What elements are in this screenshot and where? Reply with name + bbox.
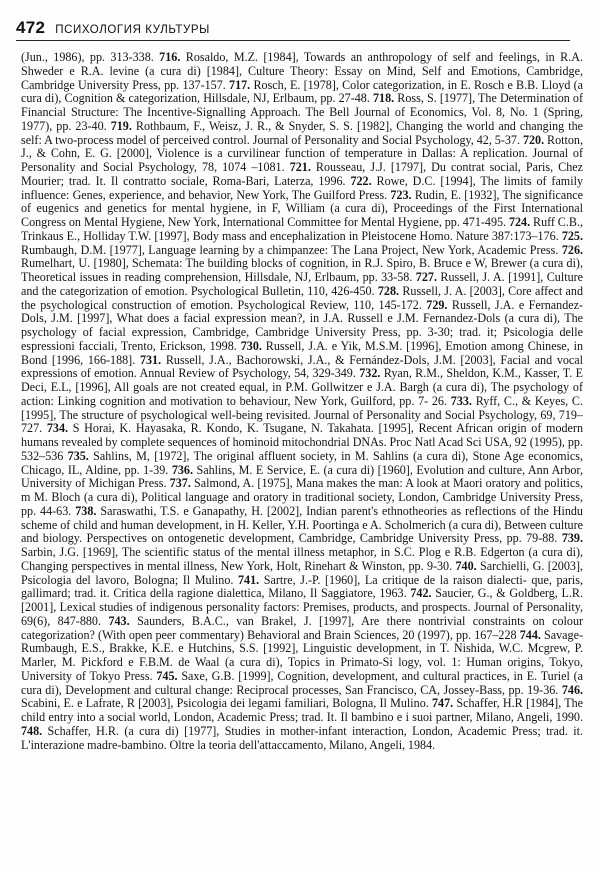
reference-text: Russell, J.A., Bachorowski, J.A., & Fernández-Dols, J.M. [2003], Facial and vocal expressions of emotion. Annual Review of Psychology, 54, 329-349.	[21, 352, 583, 381]
reference-text: Rumbaugh, D.M. [1977], Language learning by a chimpanzee: The Lana Project, New York, Academic Press.	[21, 242, 559, 257]
reference-number: 729.	[426, 297, 448, 312]
reference-number: 746.	[561, 682, 583, 697]
reference-text: Saunders, B.A.C., van Brakel, J. [1997], Are there nontrivial constraints on colour categorization? (With open peer commentary) Behavioral and Brain Sciences, 20 (1997), pp. 167–228	[21, 613, 583, 642]
reference-entry	[21, 504, 583, 546]
reference-number: 725.	[561, 228, 583, 243]
reference-number: 731.	[139, 352, 162, 367]
reference-text: Rosaldo, M.Z. [1984], Towards an anthropology of self and feelings, in R.A. Shweder e R.A. levine (a cura di) [1984], Culture Theory: Essay on Mind, Self and Emotions, Cambridge, Cambridge University Press, pp. 137-157.	[21, 51, 583, 92]
reference-text: Sahlins, M. E Service, E. (a cura di) [1960], Evolution and culture, Ann Arbor, University of Michigan Press.	[21, 462, 583, 491]
reference-number: 747.	[432, 696, 454, 711]
reference-text: Sarchielli, G. [2003], Psicologia del lavoro, Bologna; Il Mulino.	[21, 558, 583, 587]
reference-number: 743.	[108, 613, 130, 628]
reference-list	[21, 51, 583, 851]
reference-number: 719.	[110, 118, 132, 133]
reference-text: Saucier, G., & Goldberg, L.R. [2001], Lexical studies of indigenous personality factors: Premises, products, and prospects. Journal of Personality, 69(6), 847-880.	[21, 586, 583, 628]
reference-number: 732.	[359, 366, 381, 381]
reference-text: Russell, J. A. [2003], Core affect and the psychological construction of emotion. Psychological Review, 110, 145-172.	[21, 283, 583, 312]
reference-number: 736.	[171, 462, 193, 477]
reference-text: Ross, S. [1977], The Determination of Financial Structure: The Incentive-Signalling Approach. The Bell Journal of Economics, Vol. 8, No. 1 (Spring, 1977), pp. 23-40.	[21, 91, 583, 133]
page-number: 472	[16, 18, 46, 37]
reference-number: 744.	[519, 627, 541, 642]
reference-number: 740.	[455, 558, 477, 573]
reference-number: 718.	[373, 91, 395, 106]
reference-text: Ryff, C., & Keyes, C. [1995], The structure of psychological well-being revisited. Journal of Personality and Social Psychology, 69, 719–727.	[21, 393, 583, 436]
reference-text: Rumelhart, U. [1980], Schemata: The building blocks of cognition, in R.J. Spiro, B. Bruce e W, Brewer (a cura di), Theoretical issues in reading comprehension, Hillsdale, NJ, Erlbaum, pp. 33-58.	[21, 256, 583, 284]
reference-number: 728.	[377, 283, 400, 298]
reference-text: Rudin, E. [1932], The significance of eugenics and genetics for mental hygiene, in F, William (a cura di), Proceedings of the First International Congress on Mental Hygiene, New York, International Committee for Mental Hygiene, pp. 471-495.	[21, 187, 583, 229]
reference-number: 727.	[415, 270, 437, 284]
reference-number: 748.	[21, 723, 43, 738]
reference-number: 734.	[46, 421, 69, 436]
reference-number: 723.	[390, 187, 412, 202]
reference-entry	[21, 724, 583, 752]
reference-text: (Jun., 1986), pp. 313-338.	[21, 51, 154, 64]
reference-number: 720.	[522, 132, 545, 147]
reference-text: Rothbaum, F., Weisz, J. R., & Snyder, S. S. [1982], Changing the world and changing the self: A two-process model of perceived control. Journal of Personality and Social Psychology, 42, 5-37.	[21, 118, 583, 147]
reference-number: 726.	[561, 242, 583, 257]
reference-number: 717.	[229, 77, 251, 92]
reference-text: Sartre, J.-P. [1960], La critique de la raison dialecti- que, paris, gallimard; trad. it. Critica della ragione dialettica, Milano, Il Saggiatore, 1963.	[21, 572, 583, 601]
reference-number: 742.	[410, 586, 432, 601]
reference-text: Ruff C.B., Trinkaus E., Holliday T.W. [1997], Body mass and encephalization in Pleistocene Homo. Nature 387:173–176.	[21, 215, 583, 243]
reference-text: Schaffer, H.R [1984], The child entry into a social world, London, Academic Press; trad. It. Il bambino e i suoi partner, Milano, Angeli, 1990.	[21, 696, 583, 724]
reference-text: Sahlins, M, [1972], The original affluent society, in M. Sahlins (a cura di), Stone Age economics, Chicago, IL, Aldine, pp. 1-39.	[21, 448, 583, 477]
reference-text: Ryan, R.M., Sheldon, K.M., Kasser, T. E Deci, E.L, [1996], All goals are not created equal, in P.M. Gollwitzer e J.A. Bargh (a cura di), The psychology of action: Linking cognition and motivation to behaviour, New York, Guilford, pp. 7- 26.	[21, 366, 583, 408]
reference-number: 722.	[350, 173, 372, 188]
reference-text: Saxe, G.B. [1999], Cognition, development, and cultural practices, in E. Turiel (a cura di), Development and cultural change: Reciprocal processes, San Francisco, CA, Jossey-Bass, pp. 19-36.	[21, 668, 583, 697]
reference-text: Rosch, E. [1978], Color categorization, in E. Rosch e B.B. Lloyd (a cura di), Cognition & categorization, Hillsdale, NJ, Erlbaum, pp. 27-48.	[21, 77, 583, 106]
reference-text: Salmond, A. [1975], Mana makes the man: A look at Maori oratory and politics, m M. Bloch (a cura di), Political language and oratory in traditional society, London, Cambridge University Press, pp. 44-63.	[21, 476, 583, 518]
reference-entry	[21, 51, 154, 64]
reference-text: Scabini, E. e Lafrate, R [2003], Psicologia dei legami familiari, Bologna, Il Mulino.	[21, 696, 429, 711]
reference-number: 721.	[289, 160, 311, 174]
reference-text: Russell, J.A. e Yik, M.S.M. [1996], Emotion among Chinese, in Bond [1996, 166-188].	[21, 338, 583, 367]
page-header	[16, 18, 570, 41]
reference-number: 724.	[508, 215, 531, 229]
running-title: ПСИХОЛОГИЯ КУЛЬТУРЫ	[55, 24, 210, 36]
reference-number: 735.	[67, 448, 89, 463]
reference-text: Rotton, J., & Cohn, E. G. [2000], Violence is a curvilinear function of temperature in Dallas: A replication. Journal of Personality and Social Psychology, 78, 1074 –1081.	[21, 132, 583, 174]
reference-text: Schaffer, H.R. (a cura di) [1977], Studies in mother-infant interaction, London, Academic Press; trad. it. L'interazione madre-bambino. Oltre la teoria dell'attaccamento, Milano, Angeli, 1984.	[21, 723, 583, 752]
reference-number: 733.	[450, 393, 472, 408]
reference-number: 738.	[75, 503, 97, 518]
reference-text: Sarbin, J.G. [1969], The scientific status of the mental illness metaphor, in S.C. Plog e R.B. Edgerton (a cura di), Changing perspectives in mental illness, New York, Holt, Rinehart & Winston, pp. 9-30.	[21, 545, 583, 573]
reference-number: 730.	[240, 338, 262, 353]
reference-text: Rowe, D.C. [1994], The limits of family influence: Genes, experience, and behavior, New York, The Guilford Press.	[21, 173, 583, 202]
reference-number: 716.	[159, 51, 181, 64]
reference-entry	[21, 614, 583, 642]
reference-number: 741.	[237, 572, 260, 587]
reference-number: 745.	[156, 668, 178, 683]
reference-text: Savage-Rumbaugh, E.S., Brakke, K.E. e Hutchins, S.S. [1992], Linguistic development, in T. Nishida, W.C. Mcgrew, P. Marler, M. Pickford e F.B.M. de Waal (a cura di), Topics in Primato-Si logy, vol. 1: Human origins, Tokyo, University of Tokyo Press.	[21, 627, 583, 683]
reference-text: Russell, J.A. e Fernandez-Dols, J.M. [1997], What does a facial expression mean?, in J.A. Russell e J.M. Fernandez-Dols (a cura di), The psychology of facial expression, Cambridge, Cambridge University Press, pp. 3-30; trad. it; Psicologia delle espressioni facciali, Trento, Erickson, 1998.	[21, 297, 583, 353]
reference-number: 739.	[561, 531, 583, 546]
reference-text: Russell, J. A. [1991], Culture and the categorization of emotion. Psychological Bulletin, 110, 426-450.	[21, 270, 583, 298]
reference-text: S Horai, K. Hayasaka, R. Kondo, K. Tsugane, N. Takahata. [1995], Recent African origin of modern humans revealed by complete sequences of hominoid mitochondrial DNAs. Proc Natl Acad Sci USA, 92 (1995), pp. 532–536	[21, 421, 583, 463]
reference-text: Saraswathi, T.S. e Ganapathy, H. [2002], Indian parent's ethnotheories as reflections of the Hindu scheme of child and human development, in H. Keller, Y.H. Poortinga e A. Scholmerich (a cura di), Between culture and biology. Perspectives on ontogenetic development, Cambridge, Cambridge University Press, pp. 79-88.	[21, 503, 583, 546]
reference-text: Rousseau, J.J. [1797], Du contrat social, Paris, Chez Mourier; trad. It. Il contratto sociale, Roma-Bari, Laterza, 1996.	[21, 160, 583, 188]
reference-number: 737.	[169, 476, 191, 491]
